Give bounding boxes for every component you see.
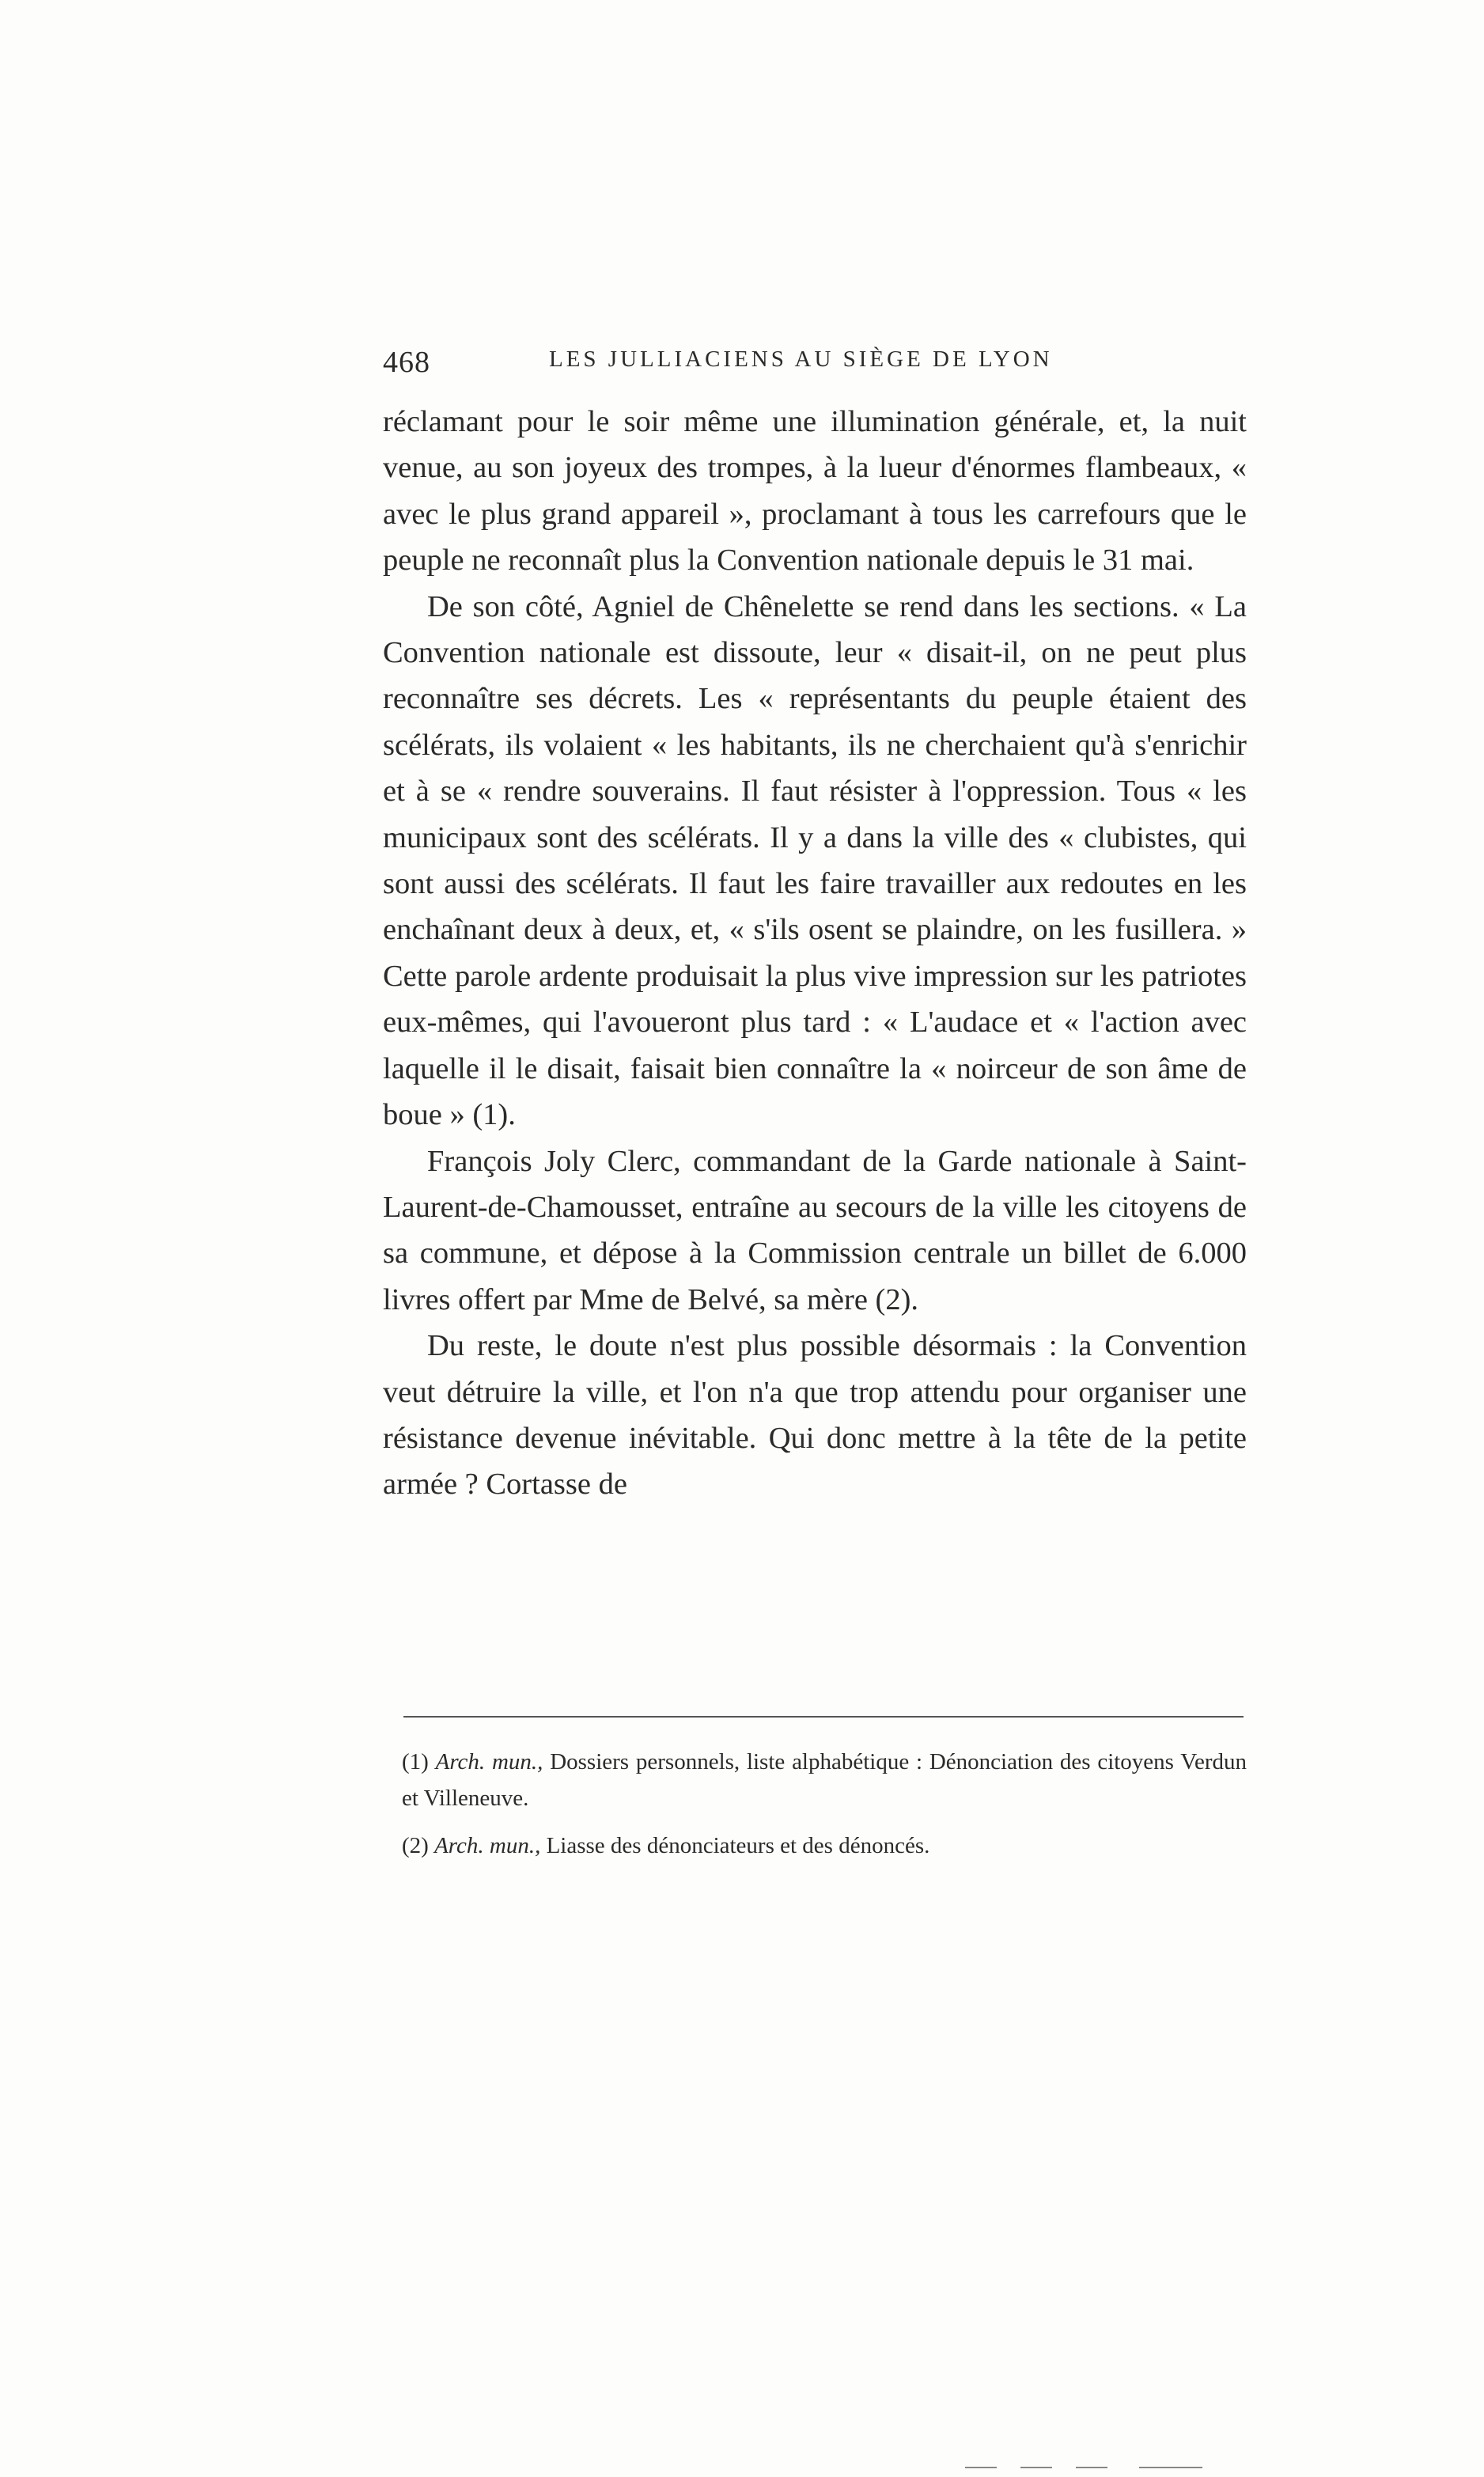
footnotes [402,1744,1247,1875]
scan-mark [1139,2467,1202,2468]
footnote [402,1744,1247,1816]
footnote [402,1827,1247,1864]
paragraph: De son côté, Agniel de Chênelette se rend dans les sections. « La Convention nationale est dissoute, leur « disait-il, on ne peut plus reconnaître ses décrets. Les « représentants du peuple étaient des scélérats, ils volaient « les habitants, ils ne cherchaient qu'à s'enrichir et à se « rendre souverains. Il faut résister à l'oppression. Tous « les municipaux sont des scélérats. Il y a dans la ville des « clubistes, qui sont aussi des scélérats. Il faut les faire travailler aux redoutes en les enchaînant deux à deux, et, « s'ils osent se plaindre, on les fusillera. » Cette parole ardente produisait la plus vive impression sur les patriotes eux-mêmes, qui l'avoueront plus tard : « L'audace et « l'action avec laquelle il le disait, faisait bien connaître la « noirceur de son âme de boue » (1). [383,589,1247,1132]
footnote-text: Liasse des dénonciateurs et des dénoncés. [546,1833,930,1858]
footnote-rule [403,1716,1244,1718]
running-title: LES JULLIACIENS AU SIÈGE DE LYON [549,347,1053,372]
paragraph: François Joly Clerc, commandant de la Garde nationale à Saint-Laurent-de-Chamousset, entraîne au secours de la ville les citoyens de sa commune, et dépose à la Commission centrale un billet de 6.000 livres offert par Mme de Belvé, sa mère (2). [383,1144,1247,1316]
footnote-marker: (1) [402,1749,429,1774]
footnote-source: Arch. mun., [434,1833,541,1858]
footnote-marker: (2) [402,1833,429,1858]
footnote-text: Dossiers personnels, liste alphabétique : Dénonciation des citoyens Verdun et Villeneuve. [402,1749,1247,1811]
paragraph: Du reste, le doute n'est plus possible désormais : la Convention veut détruire la ville, et l'on n'a que trop attendu pour organiser une résistance devenue inévitable. Qui donc mettre à la tête de la petite armée ? Cortasse de [383,1329,1247,1502]
page-header [383,339,1247,386]
body-text [383,399,1247,1508]
page-number: 468 [383,346,430,379]
footnote-source: Arch. mun., [435,1749,543,1774]
scan-mark [965,2467,997,2468]
scan-mark [1020,2467,1052,2468]
scan-mark [1076,2467,1107,2468]
paragraph: réclamant pour le soir même une illumination générale, et, la nuit venue, au son joyeux des trompes, à la lueur d'énormes flambeaux, « avec le plus grand appareil », proclamant à tous les carrefours que le peuple ne reconnaît plus la Convention nationale depuis le 31 mai. [383,405,1247,578]
